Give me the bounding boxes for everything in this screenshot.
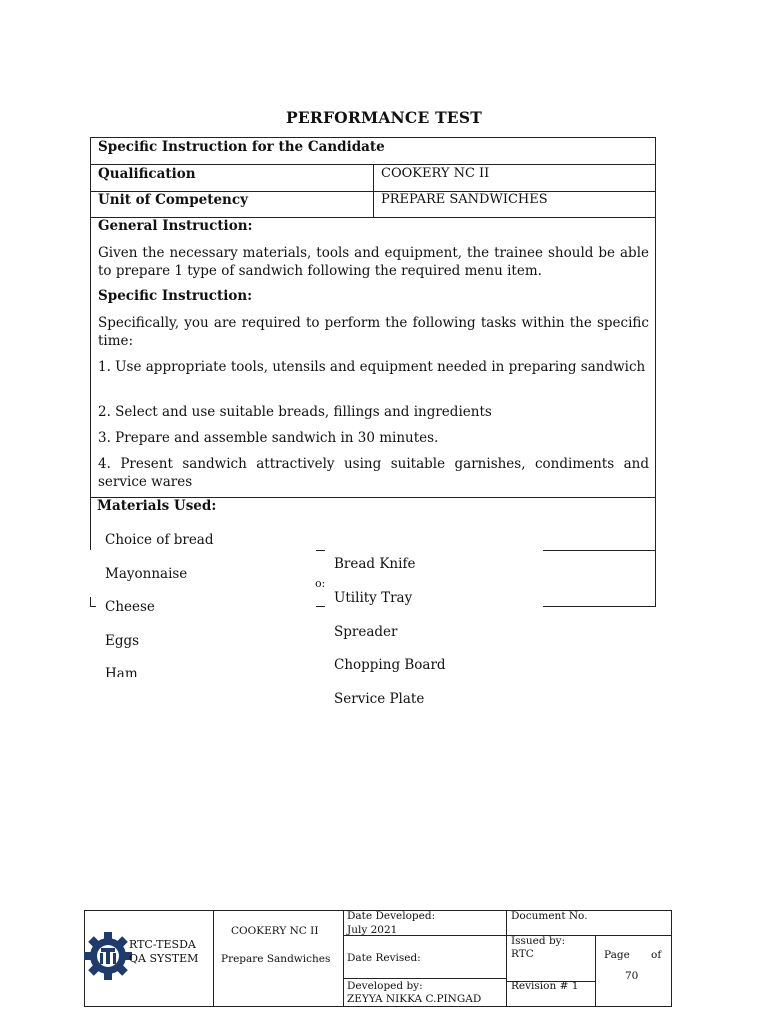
page-total: 70 xyxy=(625,970,639,982)
developed-by-label: Developed by: xyxy=(347,980,423,992)
unit-value: PREPARE SANDWICHES xyxy=(381,192,548,207)
task-item: 3. Prepare and assemble sandwich in 30 minutes. xyxy=(98,430,439,446)
materials-rule-stub xyxy=(316,606,325,607)
column-divider xyxy=(373,164,374,217)
list-item: Utility Tray xyxy=(334,590,413,606)
column-divider xyxy=(595,935,596,1006)
module-name: Prepare Sandwiches xyxy=(221,953,331,965)
general-instruction-heading: General Instruction: xyxy=(98,218,253,234)
of-label: of xyxy=(651,949,662,961)
page-label: Page xyxy=(604,949,630,961)
tesda-gear-logo-icon xyxy=(81,929,135,983)
specific-instruction-heading: Specific Instruction: xyxy=(98,288,253,304)
column-divider xyxy=(506,911,507,1006)
list-item: Service Plate xyxy=(334,691,425,704)
qualification-value: COOKERY NC II xyxy=(381,166,490,181)
org-name: RTC-TESDA xyxy=(129,938,196,951)
date-developed-label: Date Developed: xyxy=(347,910,436,922)
date-revised-label: Date Revised: xyxy=(347,952,421,964)
task-item: 4. Present sandwich attractively using suitable garnishes, condiments and service wares xyxy=(98,456,649,490)
list-item: Chopping Board xyxy=(334,657,446,673)
row-divider xyxy=(343,978,506,979)
unit-label: Unit of Competency xyxy=(98,192,248,208)
stray-mark: o: xyxy=(315,577,326,590)
qualification-label: Qualification xyxy=(98,166,196,182)
column-divider xyxy=(213,911,214,1006)
column-divider xyxy=(343,911,344,1006)
materials-rule xyxy=(543,550,656,551)
list-item: Bread Knife xyxy=(334,556,416,572)
specific-instruction-intro: Specifically, you are required to perform the following tasks within the specific time: xyxy=(98,315,649,349)
list-item: Eggs xyxy=(105,633,140,649)
materials-right-border xyxy=(655,497,656,607)
list-item: Ham xyxy=(105,666,138,677)
developed-by-value: ZEYYA NIKKA C.PINGAD xyxy=(347,993,482,1005)
materials-rule xyxy=(543,606,656,607)
date-developed-value: July 2021 xyxy=(347,924,398,936)
instruction-table xyxy=(90,137,656,498)
list-item: Mayonnaise xyxy=(105,566,188,582)
list-item: Spreader xyxy=(334,624,398,640)
issued-by-value: RTC xyxy=(511,948,534,960)
document-footer xyxy=(84,910,672,1007)
course-name: COOKERY NC II xyxy=(231,925,319,937)
list-item: Choice of bread xyxy=(105,532,214,548)
general-instruction-text: Given the necessary materials, tools and equipment, the trainee should be able to prepare 1 type of sandwich following the required menu item. xyxy=(98,245,649,279)
tools-list xyxy=(330,552,490,704)
task-item: 1. Use appropriate tools, utensils and equipment needed in preparing sandwich xyxy=(98,359,646,375)
revision-number: Revision # 1 xyxy=(511,980,579,992)
org-system: QA SYSTEM xyxy=(129,952,199,965)
table-header: Specific Instruction for the Candidate xyxy=(98,139,385,155)
materials-heading: Materials Used: xyxy=(97,498,217,514)
list-item: Cheese xyxy=(105,599,155,615)
page-title: PERFORMANCE TEST xyxy=(286,108,482,127)
document-no-label: Document No. xyxy=(511,910,588,922)
materials-list xyxy=(90,528,230,677)
issued-by-label: Issued by: xyxy=(511,935,566,947)
materials-rule-stub xyxy=(316,550,325,551)
task-item: 2. Select and use suitable breads, fillings and ingredients xyxy=(98,404,492,420)
